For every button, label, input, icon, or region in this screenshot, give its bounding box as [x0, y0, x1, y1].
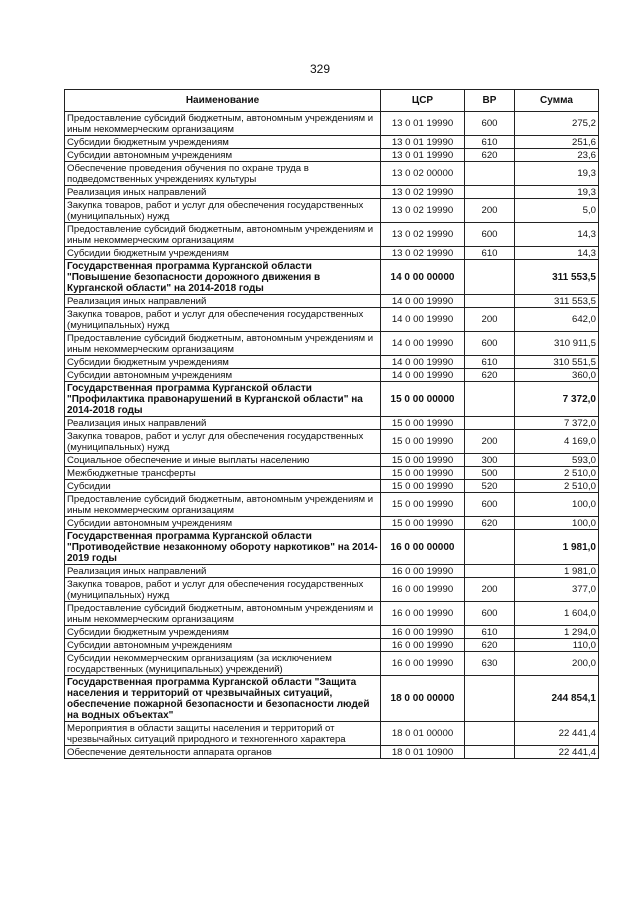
row-vr-cell: 630 — [465, 652, 515, 676]
row-sum-cell: 22 441,4 — [515, 746, 599, 759]
row-vr-cell: 620 — [465, 639, 515, 652]
table-row — [65, 186, 599, 199]
table-row — [65, 430, 599, 454]
row-name-cell: Предоставление субсидий бюджетным, автономным учреждениям и иным некоммерческим организациям — [65, 332, 381, 356]
row-vr-cell: 200 — [465, 199, 515, 223]
table-row — [65, 517, 599, 530]
table-row — [65, 417, 599, 430]
row-vr-cell — [465, 417, 515, 430]
row-vr-cell — [465, 676, 515, 722]
row-name-cell: Субсидии бюджетным учреждениям — [65, 356, 381, 369]
table-row — [65, 260, 599, 295]
row-vr-cell: 300 — [465, 454, 515, 467]
row-csr-cell: 16 0 00 19990 — [381, 578, 465, 602]
row-csr-cell: 14 0 00 00000 — [381, 260, 465, 295]
row-csr-cell: 15 0 00 19990 — [381, 454, 465, 467]
row-vr-cell: 520 — [465, 480, 515, 493]
row-sum-cell: 1 981,0 — [515, 530, 599, 565]
table-row — [65, 467, 599, 480]
table-row — [65, 199, 599, 223]
row-csr-cell: 15 0 00 19990 — [381, 417, 465, 430]
row-vr-cell: 610 — [465, 136, 515, 149]
table-row — [65, 530, 599, 565]
row-csr-cell: 16 0 00 00000 — [381, 530, 465, 565]
row-csr-cell: 15 0 00 19990 — [381, 493, 465, 517]
row-sum-cell: 7 372,0 — [515, 382, 599, 417]
row-csr-cell: 13 0 02 19990 — [381, 247, 465, 260]
row-vr-cell: 600 — [465, 493, 515, 517]
row-csr-cell: 13 0 02 19990 — [381, 199, 465, 223]
row-vr-cell: 600 — [465, 223, 515, 247]
row-vr-cell: 610 — [465, 356, 515, 369]
row-vr-cell: 200 — [465, 430, 515, 454]
row-name-cell: Субсидии автономным учреждениям — [65, 517, 381, 530]
row-vr-cell: 620 — [465, 517, 515, 530]
table-body — [65, 112, 599, 759]
row-vr-cell — [465, 382, 515, 417]
row-vr-cell: 200 — [465, 308, 515, 332]
row-vr-cell — [465, 186, 515, 199]
table-row — [65, 162, 599, 186]
row-csr-cell: 13 0 02 19990 — [381, 186, 465, 199]
row-name-cell: Государственная программа Курганской области "Противодействие незаконному обороту наркотиков" на 2014-2019 годы — [65, 530, 381, 565]
row-name-cell: Обеспечение деятельности аппарата органов — [65, 746, 381, 759]
row-csr-cell: 16 0 00 19990 — [381, 565, 465, 578]
row-sum-cell: 19,3 — [515, 186, 599, 199]
row-name-cell: Реализация иных направлений — [65, 186, 381, 199]
row-sum-cell: 310 551,5 — [515, 356, 599, 369]
table-row — [65, 149, 599, 162]
row-vr-cell: 500 — [465, 467, 515, 480]
table-row — [65, 652, 599, 676]
row-sum-cell: 14,3 — [515, 247, 599, 260]
header-sum: Сумма — [515, 90, 599, 112]
row-sum-cell: 593,0 — [515, 454, 599, 467]
row-name-cell: Государственная программа Курганской области "Профилактика правонарушений в Курганской области" на 2014-2018 годы — [65, 382, 381, 417]
table-row — [65, 722, 599, 746]
row-sum-cell: 275,2 — [515, 112, 599, 136]
row-csr-cell: 16 0 00 19990 — [381, 639, 465, 652]
row-csr-cell: 16 0 00 19990 — [381, 652, 465, 676]
row-name-cell: Социальное обеспечение и иные выплаты населению — [65, 454, 381, 467]
table-header-row — [65, 90, 599, 112]
row-name-cell: Закупка товаров, работ и услуг для обеспечения государственных (муниципальных) нужд — [65, 578, 381, 602]
table-row — [65, 578, 599, 602]
row-sum-cell: 100,0 — [515, 517, 599, 530]
row-csr-cell: 13 0 01 19990 — [381, 112, 465, 136]
row-sum-cell: 14,3 — [515, 223, 599, 247]
row-name-cell: Государственная программа Курганской области "Защита населения и территорий от чрезвычайных ситуаций, обеспечение пожарной безопасности и безопасности людей на водных объектах" — [65, 676, 381, 722]
row-sum-cell: 5,0 — [515, 199, 599, 223]
row-name-cell: Субсидии автономным учреждениям — [65, 639, 381, 652]
row-csr-cell: 18 0 01 10900 — [381, 746, 465, 759]
row-csr-cell: 13 0 01 19990 — [381, 149, 465, 162]
row-name-cell: Предоставление субсидий бюджетным, автономным учреждениям и иным некоммерческим организациям — [65, 223, 381, 247]
row-csr-cell: 14 0 00 19990 — [381, 295, 465, 308]
table-row — [65, 112, 599, 136]
row-name-cell: Предоставление субсидий бюджетным, автономным учреждениям и иным некоммерческим организациям — [65, 493, 381, 517]
row-csr-cell: 13 0 02 00000 — [381, 162, 465, 186]
table-row — [65, 493, 599, 517]
row-csr-cell: 14 0 00 19990 — [381, 356, 465, 369]
row-vr-cell: 200 — [465, 578, 515, 602]
row-name-cell: Закупка товаров, работ и услуг для обеспечения государственных (муниципальных) нужд — [65, 308, 381, 332]
header-vr: ВР — [465, 90, 515, 112]
table-row — [65, 382, 599, 417]
row-csr-cell: 15 0 00 19990 — [381, 467, 465, 480]
row-name-cell: Реализация иных направлений — [65, 417, 381, 430]
row-sum-cell: 2 510,0 — [515, 467, 599, 480]
row-vr-cell — [465, 746, 515, 759]
table-row — [65, 454, 599, 467]
row-sum-cell: 311 553,5 — [515, 295, 599, 308]
row-name-cell: Закупка товаров, работ и услуг для обеспечения государственных (муниципальных) нужд — [65, 430, 381, 454]
row-name-cell: Предоставление субсидий бюджетным, автономным учреждениям и иным некоммерческим организациям — [65, 112, 381, 136]
row-sum-cell: 110,0 — [515, 639, 599, 652]
table-row — [65, 746, 599, 759]
table-row — [65, 332, 599, 356]
row-sum-cell: 244 854,1 — [515, 676, 599, 722]
row-sum-cell: 360,0 — [515, 369, 599, 382]
row-csr-cell: 16 0 00 19990 — [381, 626, 465, 639]
row-name-cell: Субсидии — [65, 480, 381, 493]
table-row — [65, 626, 599, 639]
row-sum-cell: 7 372,0 — [515, 417, 599, 430]
row-csr-cell: 15 0 00 19990 — [381, 517, 465, 530]
row-sum-cell: 251,6 — [515, 136, 599, 149]
header-name: Наименование — [65, 90, 381, 112]
row-name-cell: Субсидии некоммерческим организациям (за исключением государственных (муниципальных) учреждений) — [65, 652, 381, 676]
row-csr-cell: 13 0 02 19990 — [381, 223, 465, 247]
row-csr-cell: 14 0 00 19990 — [381, 369, 465, 382]
row-vr-cell: 600 — [465, 332, 515, 356]
row-vr-cell — [465, 162, 515, 186]
row-name-cell: Реализация иных направлений — [65, 295, 381, 308]
table-row — [65, 247, 599, 260]
row-name-cell: Реализация иных направлений — [65, 565, 381, 578]
row-vr-cell: 620 — [465, 149, 515, 162]
row-vr-cell: 610 — [465, 247, 515, 260]
row-vr-cell: 610 — [465, 626, 515, 639]
row-csr-cell: 13 0 01 19990 — [381, 136, 465, 149]
row-name-cell: Субсидии автономным учреждениям — [65, 149, 381, 162]
row-sum-cell: 642,0 — [515, 308, 599, 332]
row-name-cell: Закупка товаров, работ и услуг для обеспечения государственных (муниципальных) нужд — [65, 199, 381, 223]
row-sum-cell: 22 441,4 — [515, 722, 599, 746]
row-csr-cell: 15 0 00 19990 — [381, 430, 465, 454]
row-sum-cell: 311 553,5 — [515, 260, 599, 295]
row-vr-cell — [465, 295, 515, 308]
row-vr-cell — [465, 260, 515, 295]
table-row — [65, 676, 599, 722]
table-row — [65, 565, 599, 578]
row-sum-cell: 377,0 — [515, 578, 599, 602]
row-csr-cell: 15 0 00 00000 — [381, 382, 465, 417]
row-name-cell: Субсидии автономным учреждениям — [65, 369, 381, 382]
row-vr-cell — [465, 722, 515, 746]
row-sum-cell: 4 169,0 — [515, 430, 599, 454]
table-row — [65, 136, 599, 149]
page-number: 329 — [309, 62, 331, 76]
row-name-cell: Государственная программа Курганской области "Повышение безопасности дорожного движения в Курганской области" на 2014-2018 годы — [65, 260, 381, 295]
row-vr-cell — [465, 530, 515, 565]
budget-table — [64, 89, 599, 759]
row-csr-cell: 16 0 00 19990 — [381, 602, 465, 626]
table-row — [65, 602, 599, 626]
row-csr-cell: 15 0 00 19990 — [381, 480, 465, 493]
row-name-cell: Субсидии бюджетным учреждениям — [65, 626, 381, 639]
row-name-cell: Предоставление субсидий бюджетным, автономным учреждениям и иным некоммерческим организациям — [65, 602, 381, 626]
row-sum-cell: 1 981,0 — [515, 565, 599, 578]
header-csr: ЦСР — [381, 90, 465, 112]
table-row — [65, 639, 599, 652]
row-sum-cell: 1 604,0 — [515, 602, 599, 626]
row-csr-cell: 18 0 01 00000 — [381, 722, 465, 746]
row-name-cell: Обеспечение проведения обучения по охране труда в подведомственных учреждениях культуры — [65, 162, 381, 186]
table-row — [65, 369, 599, 382]
row-sum-cell: 2 510,0 — [515, 480, 599, 493]
table-row — [65, 356, 599, 369]
row-name-cell: Субсидии бюджетным учреждениям — [65, 247, 381, 260]
row-sum-cell: 100,0 — [515, 493, 599, 517]
row-vr-cell: 600 — [465, 112, 515, 136]
table-row — [65, 223, 599, 247]
row-vr-cell: 620 — [465, 369, 515, 382]
row-sum-cell: 23,6 — [515, 149, 599, 162]
table-row — [65, 295, 599, 308]
table-row — [65, 480, 599, 493]
table-row — [65, 308, 599, 332]
row-name-cell: Субсидии бюджетным учреждениям — [65, 136, 381, 149]
row-csr-cell: 14 0 00 19990 — [381, 308, 465, 332]
row-name-cell: Межбюджетные трансферты — [65, 467, 381, 480]
row-vr-cell: 600 — [465, 602, 515, 626]
row-sum-cell: 200,0 — [515, 652, 599, 676]
row-sum-cell: 310 911,5 — [515, 332, 599, 356]
row-sum-cell: 1 294,0 — [515, 626, 599, 639]
row-name-cell: Мероприятия в области защиты населения и территорий от чрезвычайных ситуаций природного и техногенного характера — [65, 722, 381, 746]
row-csr-cell: 14 0 00 19990 — [381, 332, 465, 356]
row-sum-cell: 19,3 — [515, 162, 599, 186]
row-vr-cell — [465, 565, 515, 578]
row-csr-cell: 18 0 00 00000 — [381, 676, 465, 722]
